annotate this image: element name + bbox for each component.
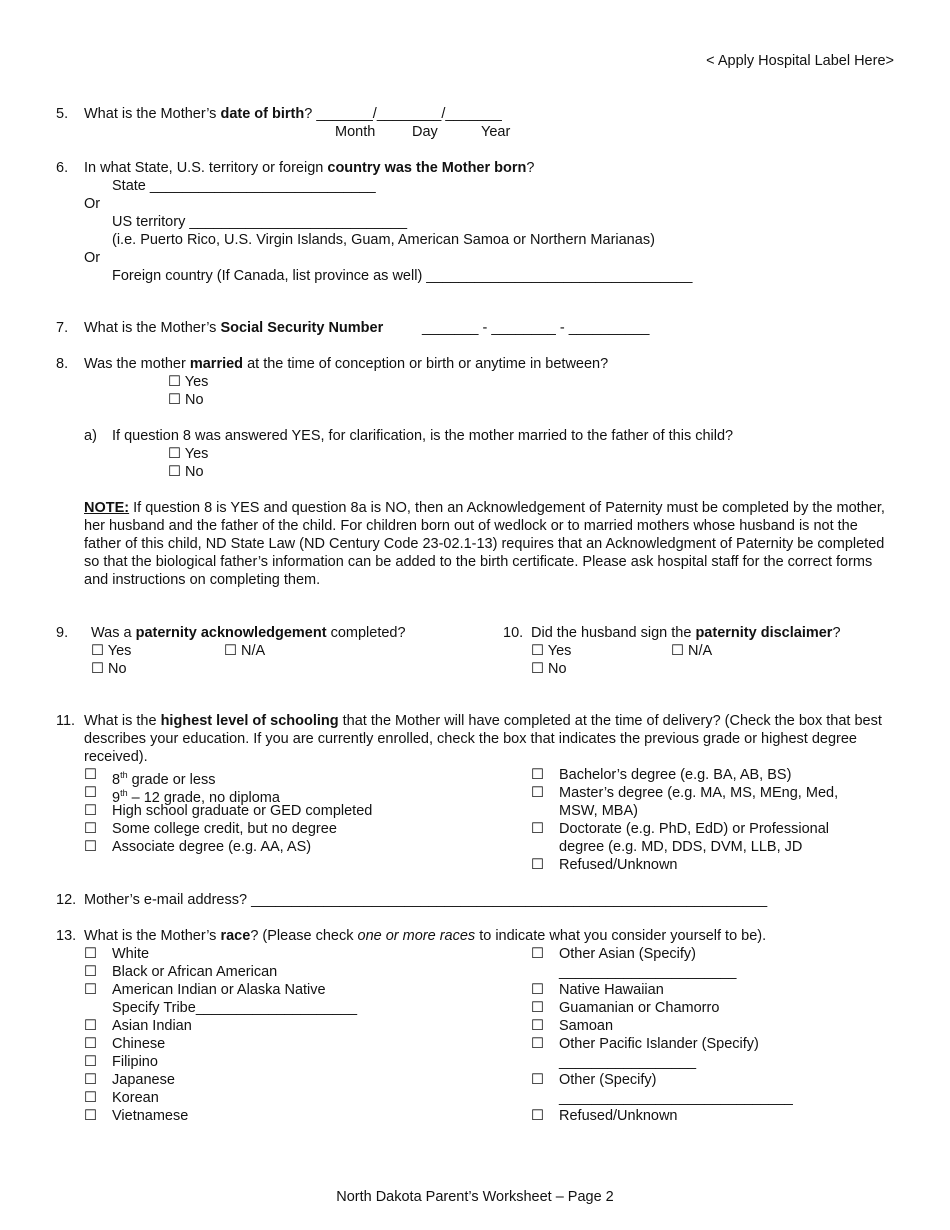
race-amind-label: American Indian or Alaska Native <box>112 982 326 998</box>
q9-text-pre: Was a <box>91 625 136 641</box>
q6-territory-field[interactable]: US territory ___________________________ <box>112 214 408 230</box>
q13-text-bold: race <box>220 928 251 944</box>
race-other-label: Other (Specify) <box>559 1072 657 1088</box>
q12-email-field[interactable]: Mother’s e-mail address? ________________________________________________________________ <box>84 892 768 908</box>
q5-year-label: Year <box>481 124 511 140</box>
q11-opt6-label: Bachelor’s degree (e.g. BA, AB, BS) <box>559 767 792 783</box>
race-hawaiian-label: Native Hawaiian <box>559 982 664 998</box>
q5-text-pre: What is the Mother’s <box>84 106 221 122</box>
q8a-no-checkbox[interactable]: ☐ No <box>168 464 204 480</box>
race-black-label: Black or African American <box>112 964 278 980</box>
q11-opt3-checkbox[interactable]: ☐ <box>84 803 97 819</box>
q5-date-blanks[interactable]: ? _______/________/_______ <box>304 106 502 122</box>
q9-number: 9. <box>56 625 69 641</box>
q6-question <box>84 159 534 177</box>
q13-text-pre: What is the Mother’s <box>84 928 221 944</box>
q7-ssn-field[interactable]: _______ - ________ - __________ <box>422 320 650 336</box>
q13-question <box>84 927 766 945</box>
q11-opt1-sup: th <box>120 770 128 780</box>
q9-text-bold: paternity acknowledgement <box>135 625 327 641</box>
race-white-label: White <box>112 946 150 962</box>
q8-yes-checkbox[interactable]: ☐ Yes <box>168 374 209 390</box>
q8a-yes-checkbox[interactable]: ☐ Yes <box>168 446 209 462</box>
q8-question <box>84 355 608 373</box>
q6-text-pre: In what State, U.S. territory or foreign <box>84 160 328 176</box>
q5-number: 5. <box>56 106 69 122</box>
q11-opt8-label-line2: degree (e.g. MD, DDS, DVM, LLB, JD <box>559 839 803 855</box>
race-chinese-label: Chinese <box>112 1036 166 1052</box>
q10-na-checkbox[interactable]: ☐ N/A <box>671 643 713 659</box>
q6-text-bold: country was the Mother born <box>327 160 527 176</box>
q11-question <box>84 712 896 766</box>
q10-yes-checkbox[interactable]: ☐ Yes <box>531 643 572 659</box>
q9-question <box>91 624 406 642</box>
race-guamanian-label: Guamanian or Chamorro <box>559 1000 720 1016</box>
q8a-question: If question 8 was answered YES, for clarification, is the mother married to the father of this child? <box>112 428 734 444</box>
race-samoan-checkbox[interactable]: ☐ <box>531 1018 544 1034</box>
q5-month-label: Month <box>335 124 376 140</box>
race-tribe-field[interactable]: Specify Tribe____________________ <box>112 1000 358 1016</box>
q7-text-bold: Social Security Number <box>220 320 384 336</box>
q6-number: 6. <box>56 160 69 176</box>
q11-text-pre: What is the <box>84 713 161 729</box>
q7-number: 7. <box>56 320 69 336</box>
q12-number: 12. <box>56 892 77 908</box>
q13-number: 13. <box>56 928 77 944</box>
q6-foreign-field[interactable]: Foreign country (If Canada, list province as well) _________________________________ <box>112 268 693 284</box>
race-chinese-checkbox[interactable]: ☐ <box>84 1036 97 1052</box>
race-asian-indian-label: Asian Indian <box>112 1018 192 1034</box>
q11-opt4-label: Some college credit, but no degree <box>112 821 337 837</box>
q11-opt3-label: High school graduate or GED completed <box>112 803 373 819</box>
q11-opt2-sup: th <box>120 788 128 798</box>
q6-state-field[interactable]: State ____________________________ <box>112 178 376 194</box>
race-japanese-label: Japanese <box>112 1072 175 1088</box>
q11-text-post: that the Mother will have completed at the time of delivery? (Check the box that best describes your education. If you are currently enrolled, check the box that indicates the previous grade or highest degree received). <box>84 713 882 765</box>
paternity-note <box>84 499 896 589</box>
q11-opt2-checkbox[interactable]: ☐ <box>84 785 97 801</box>
race-white-checkbox[interactable]: ☐ <box>84 946 97 962</box>
q11-number: 11. <box>56 713 76 729</box>
q11-opt5-checkbox[interactable]: ☐ <box>84 839 97 855</box>
race-guamanian-checkbox[interactable]: ☐ <box>531 1000 544 1016</box>
q11-opt9-checkbox[interactable]: ☐ <box>531 857 544 873</box>
q11-opt2-text: – 12 grade, no diploma <box>127 789 280 806</box>
q11-opt7-label-line1: Master’s degree (e.g. MA, MS, MEng, Med, <box>559 785 839 801</box>
race-vietnamese-checkbox[interactable]: ☐ <box>84 1108 97 1124</box>
race-amind-checkbox[interactable]: ☐ <box>84 982 97 998</box>
race-refused-checkbox[interactable]: ☐ <box>531 1108 544 1124</box>
race-other-pi-field[interactable]: _________________ <box>559 1054 697 1070</box>
race-vietnamese-label: Vietnamese <box>112 1108 189 1124</box>
race-other-asian-checkbox[interactable]: ☐ <box>531 946 544 962</box>
q6-or-2: Or <box>84 250 101 266</box>
race-other-checkbox[interactable]: ☐ <box>531 1072 544 1088</box>
hospital-label-placeholder: < Apply Hospital Label Here> <box>706 53 894 69</box>
q10-number: 10. <box>503 625 524 641</box>
q8-text-bold: married <box>189 356 244 372</box>
q11-opt9-label: Refused/Unknown <box>559 857 678 873</box>
q10-text-pre: Did the husband sign the <box>531 625 696 641</box>
q9-yes-checkbox[interactable]: ☐ Yes <box>91 643 132 659</box>
q7-question <box>84 319 383 337</box>
q9-no-checkbox[interactable]: ☐ No <box>91 661 127 677</box>
q5-question <box>84 105 502 123</box>
q10-question <box>531 624 841 642</box>
q13-text-post: to indicate what you consider yourself to be). <box>475 928 767 944</box>
race-black-checkbox[interactable]: ☐ <box>84 964 97 980</box>
q11-text-bold: highest level of schooling <box>160 713 339 729</box>
q11-opt1-text: grade or less <box>127 771 216 788</box>
q11-opt1-checkbox[interactable]: ☐ <box>84 767 97 783</box>
q11-opt7-checkbox[interactable]: ☐ <box>531 785 544 801</box>
race-other-asian-label: Other Asian (Specify) <box>559 946 696 962</box>
q6-or-1: Or <box>84 196 101 212</box>
q11-opt4-checkbox[interactable]: ☐ <box>84 821 97 837</box>
q10-text-post: ? <box>832 625 841 641</box>
q11-opt7-label-line2: MSW, MBA) <box>559 803 638 819</box>
q13-text-mid: ? (Please check <box>250 928 358 944</box>
race-korean-label: Korean <box>112 1090 159 1106</box>
race-asian-indian-checkbox[interactable]: ☐ <box>84 1018 97 1034</box>
race-korean-checkbox[interactable]: ☐ <box>84 1090 97 1106</box>
q11-opt6-checkbox[interactable]: ☐ <box>531 767 544 783</box>
q8-number: 8. <box>56 356 69 372</box>
race-samoan-label: Samoan <box>559 1018 614 1034</box>
q10-text-bold: paternity disclaimer <box>695 625 833 641</box>
note-text: If question 8 is YES and question 8a is NO, then an Acknowledgement of Paternity must be completed by the mother, her husband and the father of the child. For children born out of wedlock or to married mothers whose husband is not the father of this child, ND State Law (ND Century Code 23-02.1-13) requires that an Acknowledgment of Paternity be completed so that the biological father’s information can be added to the birth certificate. Please ask hospital staff for the correct forms and instructions on completing them. <box>84 500 885 588</box>
race-hawaiian-checkbox[interactable]: ☐ <box>531 982 544 998</box>
race-filipino-label: Filipino <box>112 1054 158 1070</box>
race-refused-label: Refused/Unknown <box>559 1108 678 1124</box>
q8a-label: a) <box>84 428 97 444</box>
q5-day-label: Day <box>412 124 438 140</box>
q5-text-bold: date of birth <box>220 106 305 122</box>
race-other-pi-checkbox[interactable]: ☐ <box>531 1036 544 1052</box>
q11-opt8-checkbox[interactable]: ☐ <box>531 821 544 837</box>
race-japanese-checkbox[interactable]: ☐ <box>84 1072 97 1088</box>
q11-opt1-num: 8 <box>112 771 121 788</box>
q8-text-pre: Was the mother <box>84 356 190 372</box>
q6-territory-note: (i.e. Puerto Rico, U.S. Virgin Islands, Guam, American Samoa or Northern Marianas) <box>112 232 655 248</box>
q11-opt2-num: 9 <box>112 789 121 806</box>
q11-opt5-label: Associate degree (e.g. AA, AS) <box>112 839 312 855</box>
q8-text-post: at the time of conception or birth or anytime in between? <box>243 356 609 372</box>
q11-opt8-label-line1: Doctorate (e.g. PhD, EdD) or Professional <box>559 821 829 837</box>
q6-text-post: ? <box>526 160 535 176</box>
race-filipino-checkbox[interactable]: ☐ <box>84 1054 97 1070</box>
q8-no-checkbox[interactable]: ☐ No <box>168 392 204 408</box>
q9-na-checkbox[interactable]: ☐ N/A <box>224 643 266 659</box>
race-other-field[interactable]: _____________________________ <box>559 1090 793 1106</box>
q7-text-pre: What is the Mother’s <box>84 320 221 336</box>
race-other-asian-field[interactable]: ______________________ <box>559 964 737 980</box>
q13-text-italic: one or more races <box>357 928 476 944</box>
page-footer: North Dakota Parent’s Worksheet – Page 2 <box>336 1189 614 1205</box>
q9-text-post: completed? <box>326 625 406 641</box>
note-label: NOTE: <box>84 500 130 516</box>
race-other-pi-label: Other Pacific Islander (Specify) <box>559 1036 759 1052</box>
q10-no-checkbox[interactable]: ☐ No <box>531 661 567 677</box>
